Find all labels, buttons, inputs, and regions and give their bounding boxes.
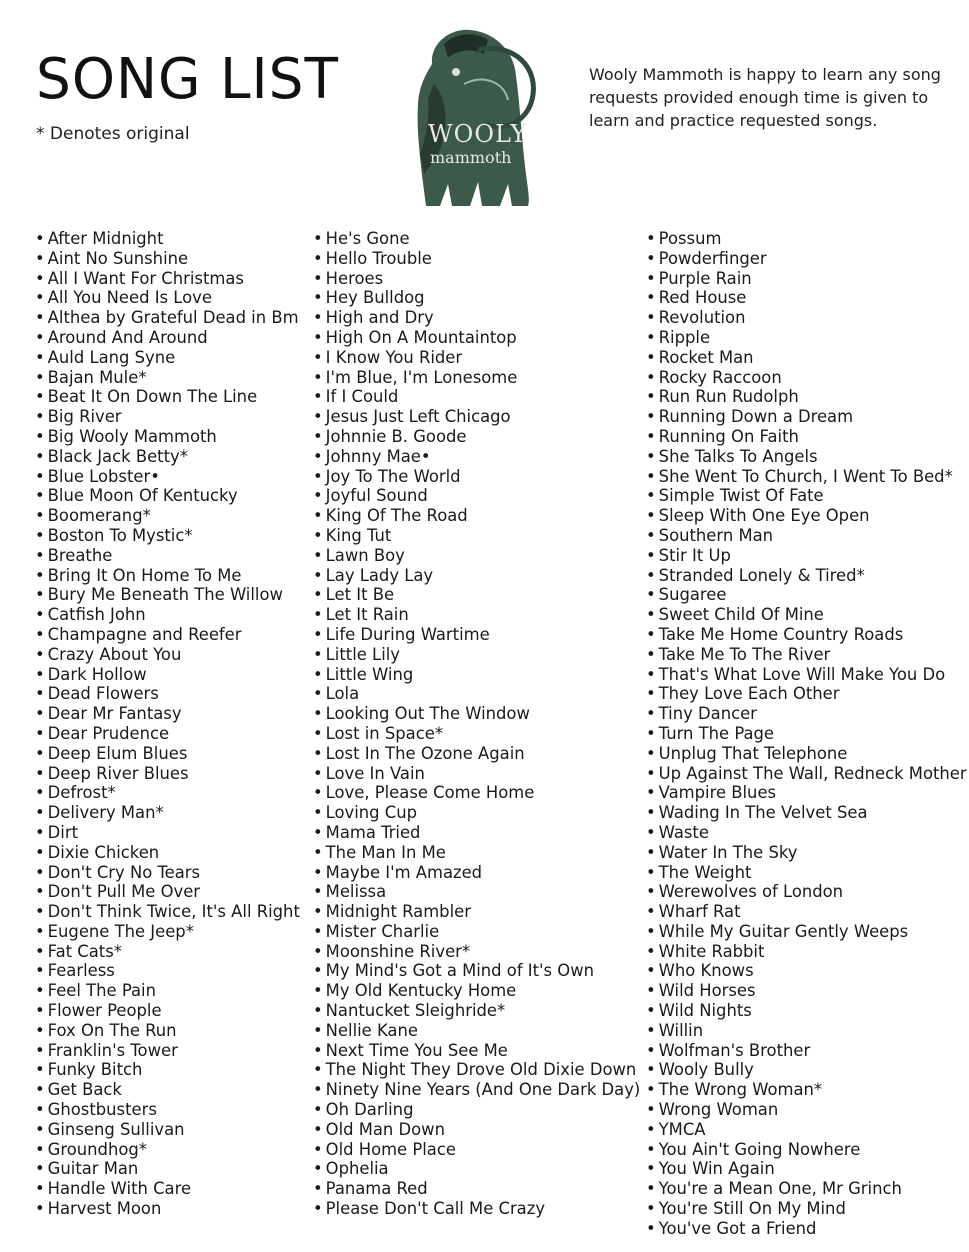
song-item: • Blue Moon Of Kentucky — [35, 486, 300, 506]
song-item: • Water In The Sky — [646, 843, 967, 863]
song-item: • Wooly Bully — [646, 1060, 967, 1080]
song-item: • Let It Be — [313, 585, 640, 605]
song-item: • Possum — [646, 229, 967, 249]
song-column-1 — [35, 229, 300, 1219]
song-item: • Sweet Child Of Mine — [646, 605, 967, 625]
original-legend: * Denotes original — [36, 124, 190, 144]
song-item: • Fearless — [35, 961, 300, 981]
song-item: • Loving Cup — [313, 803, 640, 823]
song-item: • Groundhog* — [35, 1140, 300, 1160]
mammoth-icon — [404, 24, 544, 210]
song-item: • Don't Think Twice, It's All Right — [35, 902, 300, 922]
song-item: • Midnight Rambler — [313, 902, 640, 922]
song-item: • Bury Me Beneath The Willow — [35, 585, 300, 605]
song-item: • Wild Horses — [646, 981, 967, 1001]
song-item: • Ghostbusters — [35, 1100, 300, 1120]
song-item: • You Win Again — [646, 1159, 967, 1179]
song-item: • Melissa — [313, 882, 640, 902]
song-item: • While My Guitar Gently Weeps — [646, 922, 967, 942]
song-item: • Nantucket Sleighride* — [313, 1001, 640, 1021]
song-item: • Panama Red — [313, 1179, 640, 1199]
song-item: • Next Time You See Me — [313, 1041, 640, 1061]
song-item: • Breathe — [35, 546, 300, 566]
song-item: • Turn The Page — [646, 724, 967, 744]
song-item: • Franklin's Tower — [35, 1041, 300, 1061]
song-item: • Dark Hollow — [35, 665, 300, 685]
song-item: • Love In Vain — [313, 764, 640, 784]
song-item: • Boston To Mystic* — [35, 526, 300, 546]
song-item: • Deep River Blues — [35, 764, 300, 784]
song-item: • Wading In The Velvet Sea — [646, 803, 967, 823]
song-item: • Simple Twist Of Fate — [646, 486, 967, 506]
song-item: • Big Wooly Mammoth — [35, 427, 300, 447]
song-item: • Hello Trouble — [313, 249, 640, 269]
song-item: • Deep Elum Blues — [35, 744, 300, 764]
song-item: • Around And Around — [35, 328, 300, 348]
song-item: • My Mind's Got a Mind of It's Own — [313, 961, 640, 981]
song-item: • Eugene The Jeep* — [35, 922, 300, 942]
song-item: • Funky Bitch — [35, 1060, 300, 1080]
song-item: • Old Man Down — [313, 1120, 640, 1140]
song-item: • Black Jack Betty* — [35, 447, 300, 467]
song-item: • Oh Darling — [313, 1100, 640, 1120]
song-item: • The Weight — [646, 863, 967, 883]
song-item: • If I Could — [313, 387, 640, 407]
song-item: • The Night They Drove Old Dixie Down — [313, 1060, 640, 1080]
song-item: • My Old Kentucky Home — [313, 981, 640, 1001]
song-item: • Harvest Moon — [35, 1199, 300, 1219]
song-item: • Guitar Man — [35, 1159, 300, 1179]
song-item: • Flower People — [35, 1001, 300, 1021]
song-item: • Lola — [313, 684, 640, 704]
song-item: • The Wrong Woman* — [646, 1080, 967, 1100]
song-item: • Waste — [646, 823, 967, 843]
song-item: • Ripple — [646, 328, 967, 348]
song-item: • Ophelia — [313, 1159, 640, 1179]
song-item: • Let It Rain — [313, 605, 640, 625]
request-note: Wooly Mammoth is happy to learn any song requests provided enough time is given to learn and practice requested songs. — [589, 65, 941, 130]
song-item: • You Ain't Going Nowhere — [646, 1140, 967, 1160]
song-item: • YMCA — [646, 1120, 967, 1140]
song-item: • All You Need Is Love — [35, 288, 300, 308]
song-item: • Wrong Woman — [646, 1100, 967, 1120]
song-item: • Don't Pull Me Over — [35, 882, 300, 902]
song-item: • I Know You Rider — [313, 348, 640, 368]
song-item: • Lay Lady Lay — [313, 566, 640, 586]
song-item: • Mama Tried — [313, 823, 640, 843]
song-item: • Who Knows — [646, 961, 967, 981]
song-item: • Hey Bulldog — [313, 288, 640, 308]
song-item: • Auld Lang Syne — [35, 348, 300, 368]
song-column-3 — [646, 229, 967, 1239]
song-item: • Heroes — [313, 269, 640, 289]
song-item: • Wolfman's Brother — [646, 1041, 967, 1061]
song-item: • Dear Mr Fantasy — [35, 704, 300, 724]
song-item: • Maybe I'm Amazed — [313, 863, 640, 883]
song-item: • Don't Cry No Tears — [35, 863, 300, 883]
song-item: • Catfish John — [35, 605, 300, 625]
song-item: • Nellie Kane — [313, 1021, 640, 1041]
song-item: • He's Gone — [313, 229, 640, 249]
song-item: • Defrost* — [35, 783, 300, 803]
song-column-2 — [313, 229, 640, 1219]
song-item: • Beat It On Down The Line — [35, 387, 300, 407]
song-item: • Big River — [35, 407, 300, 427]
song-item: • Aint No Sunshine — [35, 249, 300, 269]
wooly-mammoth-logo — [404, 24, 544, 210]
song-item: • Take Me Home Country Roads — [646, 625, 967, 645]
song-item: • King Tut — [313, 526, 640, 546]
song-item: • Run Run Rudolph — [646, 387, 967, 407]
song-item: • Little Wing — [313, 665, 640, 685]
song-item: • Tiny Dancer — [646, 704, 967, 724]
song-item: • Lost in Space* — [313, 724, 640, 744]
song-item: • White Rabbit — [646, 942, 967, 962]
song-item: • Willin — [646, 1021, 967, 1041]
logo-wordmark-bottom: mammoth — [430, 148, 512, 167]
page-title: SONG LIST — [36, 47, 340, 112]
song-item: • Sugaree — [646, 585, 967, 605]
song-item: • Looking Out The Window — [313, 704, 640, 724]
song-item: • Ginseng Sullivan — [35, 1120, 300, 1140]
song-item: • Southern Man — [646, 526, 967, 546]
song-item: • That's What Love Will Make You Do — [646, 665, 967, 685]
song-item: • She Talks To Angels — [646, 447, 967, 467]
song-item: • Werewolves of London — [646, 882, 967, 902]
song-item: • Crazy About You — [35, 645, 300, 665]
song-item: • Dead Flowers — [35, 684, 300, 704]
song-item: • You're Still On My Mind — [646, 1199, 967, 1219]
song-item: • Bajan Mule* — [35, 368, 300, 388]
song-item: • Sleep With One Eye Open — [646, 506, 967, 526]
song-item: • Champagne and Reefer — [35, 625, 300, 645]
song-item: • King Of The Road — [313, 506, 640, 526]
song-item: • Johnny Mae• — [313, 447, 640, 467]
song-item: • Powderfinger — [646, 249, 967, 269]
song-item: • Jesus Just Left Chicago — [313, 407, 640, 427]
song-item: • Fox On The Run — [35, 1021, 300, 1041]
song-item: • Blue Lobster• — [35, 467, 300, 487]
song-item: • Stranded Lonely & Tired* — [646, 566, 967, 586]
song-item: • Rocky Raccoon — [646, 368, 967, 388]
song-item: • Purple Rain — [646, 269, 967, 289]
logo-wordmark-top: WOOLY — [428, 120, 528, 148]
song-item: • Rocket Man — [646, 348, 967, 368]
song-item: • Mister Charlie — [313, 922, 640, 942]
song-item: • Bring It On Home To Me — [35, 566, 300, 586]
song-item: • Running Down a Dream — [646, 407, 967, 427]
song-item: • Althea by Grateful Dead in Bm — [35, 308, 300, 328]
song-item: • Fat Cats* — [35, 942, 300, 962]
song-item: • Red House — [646, 288, 967, 308]
song-item: • You're a Mean One, Mr Grinch — [646, 1179, 967, 1199]
song-item: • Please Don't Call Me Crazy — [313, 1199, 640, 1219]
song-item: • High and Dry — [313, 308, 640, 328]
song-item: • They Love Each Other — [646, 684, 967, 704]
song-item: • Revolution — [646, 308, 967, 328]
song-item: • Handle With Care — [35, 1179, 300, 1199]
song-item: • The Man In Me — [313, 843, 640, 863]
song-item: • High On A Mountaintop — [313, 328, 640, 348]
song-item: • Get Back — [35, 1080, 300, 1100]
song-item: • Ninety Nine Years (And One Dark Day) — [313, 1080, 640, 1100]
song-item: • I'm Blue, I'm Lonesome — [313, 368, 640, 388]
song-item: • Life During Wartime — [313, 625, 640, 645]
song-item: • Wild Nights — [646, 1001, 967, 1021]
song-item: • Joy To The World — [313, 467, 640, 487]
song-item: • Up Against The Wall, Redneck Mother — [646, 764, 967, 784]
song-item: • Joyful Sound — [313, 486, 640, 506]
song-item: • Running On Faith — [646, 427, 967, 447]
song-item: • Vampire Blues — [646, 783, 967, 803]
song-item: • You've Got a Friend — [646, 1219, 967, 1239]
song-item: • Dirt — [35, 823, 300, 843]
song-item: • After Midnight — [35, 229, 300, 249]
song-item: • Delivery Man* — [35, 803, 300, 823]
song-item: • Feel The Pain — [35, 981, 300, 1001]
song-item: • Little Lily — [313, 645, 640, 665]
song-item: • She Went To Church, I Went To Bed* — [646, 467, 967, 487]
song-item: • Old Home Place — [313, 1140, 640, 1160]
song-item: • Love, Please Come Home — [313, 783, 640, 803]
song-item: • Moonshine River* — [313, 942, 640, 962]
song-item: • Unplug That Telephone — [646, 744, 967, 764]
song-item: • All I Want For Christmas — [35, 269, 300, 289]
song-item: • Stir It Up — [646, 546, 967, 566]
song-item: • Boomerang* — [35, 506, 300, 526]
song-item: • Lost In The Ozone Again — [313, 744, 640, 764]
song-item: • Johnnie B. Goode — [313, 427, 640, 447]
song-item: • Dixie Chicken — [35, 843, 300, 863]
song-item: • Lawn Boy — [313, 546, 640, 566]
song-item: • Dear Prudence — [35, 724, 300, 744]
song-item: • Wharf Rat — [646, 902, 967, 922]
song-item: • Take Me To The River — [646, 645, 967, 665]
